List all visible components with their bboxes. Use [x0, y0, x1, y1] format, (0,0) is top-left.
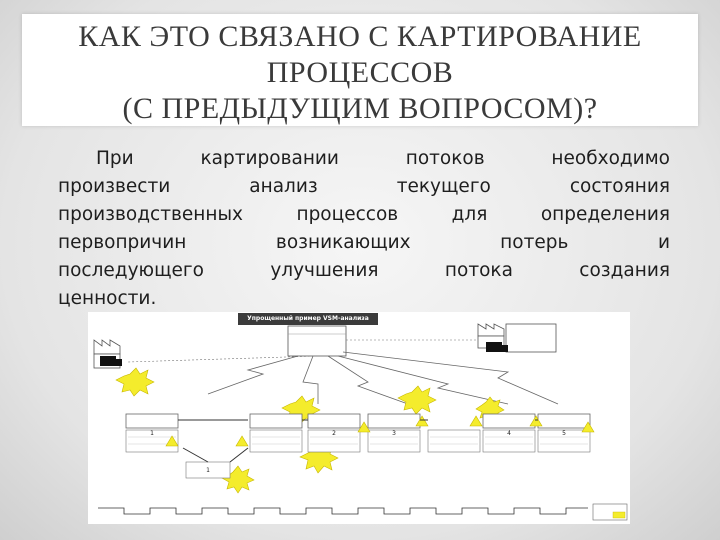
vsm-diagram-drawing	[88, 312, 630, 524]
title-line-1: КАК ЭТО СВЯЗАНО С КАРТИРОВАНИЕ	[78, 20, 642, 53]
kaizen-burst-icon	[398, 386, 436, 414]
process-number-4: 4	[507, 430, 511, 437]
body-line-6: ценности.	[58, 288, 157, 309]
process-number-1: 1	[150, 430, 154, 437]
truck-icon	[486, 342, 508, 352]
inventory-triangle-icon	[236, 436, 248, 446]
body-line-2: произвести анализ текущего состояния	[58, 176, 670, 197]
body-line-1: При картировании потоков необходимо	[96, 148, 670, 169]
title-line-3: (С ПРЕДЫДУЩИМ ВОПРОСОМ)?	[122, 92, 598, 125]
body-line-5: последующего улучшения потока создания	[58, 260, 670, 281]
vsm-diagram	[88, 312, 630, 524]
timeline	[98, 508, 588, 514]
inventory-number: 1	[206, 467, 210, 474]
process-boxes	[126, 414, 590, 428]
title-line-2: ПРОЦЕССОВ	[266, 56, 454, 89]
process-number-2: 2	[332, 430, 336, 437]
diagram-title: Упрощенный пример VSM-анализа	[238, 313, 378, 325]
title-box	[22, 14, 698, 126]
data-boxes	[126, 430, 590, 478]
body-line-4: первопричин возникающих потерь и	[58, 232, 670, 253]
process-number-3: 3	[392, 430, 396, 437]
process-number-5: 5	[562, 430, 566, 437]
body-line-3: производственных процессов для определения	[58, 204, 670, 225]
production-control-box	[288, 326, 346, 356]
kaizen-burst-icon	[116, 368, 154, 396]
